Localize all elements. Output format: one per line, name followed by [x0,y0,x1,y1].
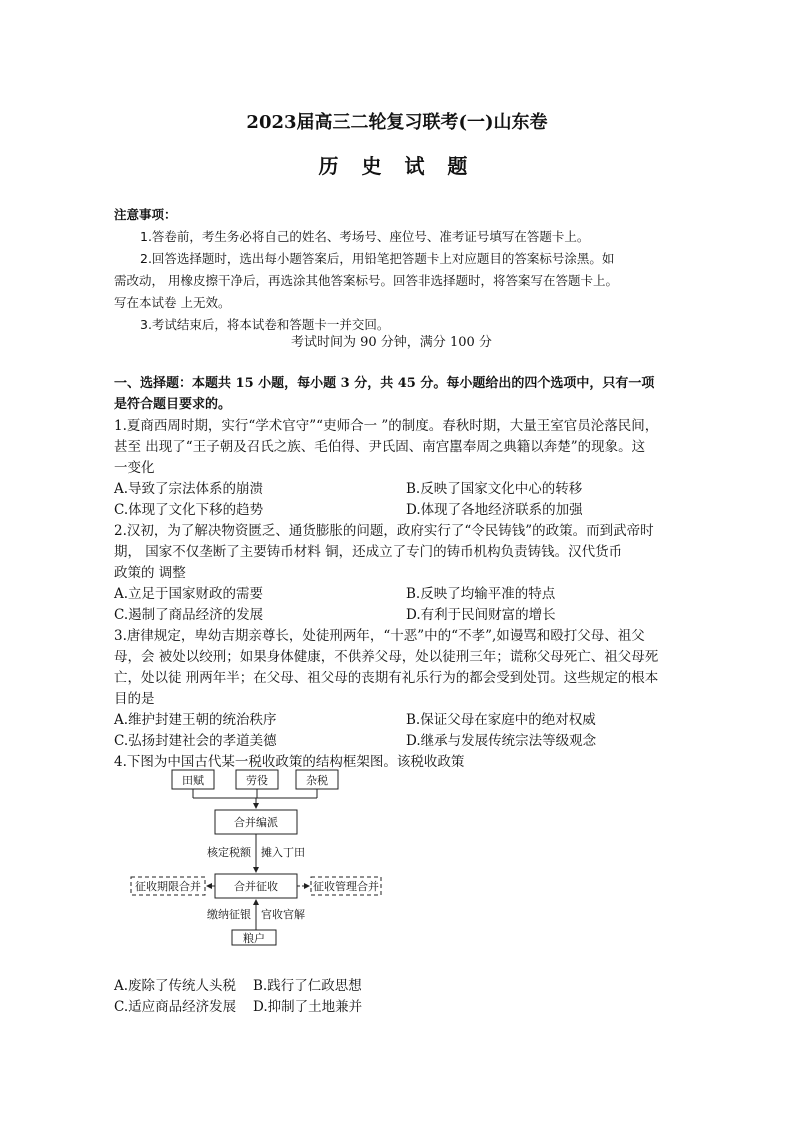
label-official-collect: 官收官解 [261,908,305,921]
label-tianfu: 田赋 [182,774,204,787]
question-3-stem: 亡，处以徒 刑两年半；在父母、祖父母的丧期有礼乐行为的都会受到处罚。这些规定的根本 [114,670,659,686]
section-heading: 是符合题目要求的。 [114,397,232,412]
question-2-stem: 2.汉初，为了解决物资匮乏、通货膨胀的问题，政府实行了“令民铸钱”的政策。而到武帝时 [114,523,654,539]
notice-line: 3.考试结束后，将本试卷和答题卡一并交回。 [140,317,390,332]
label-zashui: 杂税 [306,774,328,787]
option-d: D.体现了各地经济联系的加强 [406,502,583,518]
exam-title: 2023届高三二轮复习联考(一)山东卷 [246,112,548,133]
option-c: C.遏制了商品经济的发展 [114,607,264,623]
option-c: C.体现了文化下移的趋势 [114,502,264,518]
label-side-right: 征收管理合并 [313,880,379,893]
option-c: C.弘扬封建社会的孝道美德 [114,733,277,749]
question-1-stem: 甚至 出现了“王子朝及召氏之族、毛伯得、尹氏固、南宫嚚奉周之典籍以奔楚”的现象。这 [114,439,646,455]
option-a: A.废除了传统人头税 [114,978,237,994]
option-c: C.适应商品经济发展 [114,999,237,1015]
time-note: 考试时间为 90 分钟，满分 100 分 [291,335,492,350]
option-b: B.保证父母在家庭中的绝对权威 [406,712,596,728]
option-a: A.维护封建王朝的统治秩序 [114,712,277,728]
option-a: A.导致了宗法体系的崩溃 [114,481,264,497]
label-left-verify: 核定税额 [207,846,251,859]
question-2-stem: 政策的 调整 [114,565,186,581]
label-bottom: 粮户 [243,932,265,945]
label-center: 合并征收 [234,880,278,893]
option-d: D.有利于民间财富的增长 [406,607,556,623]
label-side-left: 征收期限合并 [135,880,201,893]
option-b: B.反映了国家文化中心的转移 [406,481,583,497]
question-3-stem: 母，会 被处以绞刑；如果身体健康，不供养父母，处以徒刑三年；谎称父母死亡、祖父母死 [114,649,659,665]
notice-line: 需改动， 用橡皮擦干净后，再选涂其他答案标号。回答非选择题时，将答案写在答题卡上。 [114,273,618,288]
notice-line: 1.答卷前，考生务必将自己的姓名、考场号、座位号、准考证号填写在答题卡上。 [140,229,590,244]
notice-heading: 注意事项： [114,207,177,222]
option-d: D.继承与发展传统宗法等级观念 [406,733,597,749]
option-a: A.立足于国家财政的需要 [114,586,264,602]
question-3-stem: 3.唐律规定，卑幼吉期亲尊长，处徒刑两年，“十恶”中的“不孝”,如谩骂和殴打父母、祖父 [114,628,645,644]
option-d: D.抑制了土地兼并 [253,999,363,1015]
label-merge: 合并编派 [234,816,278,829]
label-right-spread: 摊入丁田 [261,846,305,859]
subject-title: 历 史 试 题 [318,154,476,178]
notice-line: 写在本试卷 上无效。 [114,295,231,310]
label-laoyi: 劳役 [246,774,268,787]
label-pay-silver: 缴纳征银 [207,908,251,921]
question-4-stem: 4.下图为中国古代某一税收政策的结构框架图。该税收政策 [114,754,465,770]
option-b: B.反映了均输平准的特点 [406,586,556,602]
question-3-stem: 目的是 [114,691,155,707]
question-1-stem: 1.夏商西周时期，实行“学术官守”“吏师合一 ”的制度。春秋时期，大量王室官员沦落民间， [114,418,659,434]
notice-line: 2.回答选择题时，选出每小题答案后，用铅笔把答题卡上对应题目的答案标号涂黑。如 [140,251,615,266]
question-1-stem: 一变化 [114,460,155,476]
option-b: B.践行了仁政思想 [253,978,362,994]
question-2-stem: 期， 国家不仅垄断了主要铸币材料 铜，还成立了专门的铸币机构负责铸钱。汉代货币 [114,544,623,560]
section-heading: 一、选择题：本题共 15 小题，每小题 3 分，共 45 分。每小题给出的四个选项中，只有一项 [114,376,655,391]
